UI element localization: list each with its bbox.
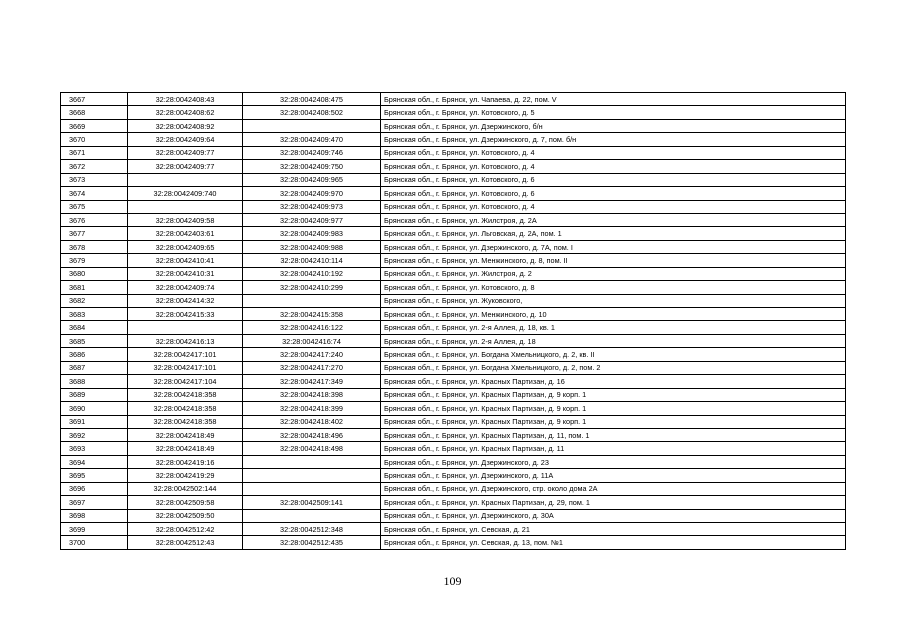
address-cell: Брянская обл., г. Брянск, ул. Дзержинского, д. 23 [381, 455, 846, 468]
row-number-cell: 3695 [61, 469, 128, 482]
object-cadastral-number-cell: 32:28:0042415:358 [243, 308, 381, 321]
cadastral-number-cell: 32:28:0042408:43 [128, 93, 243, 106]
address-cell: Брянская обл., г. Брянск, ул. Севская, д. 13, пом. №1 [381, 536, 846, 549]
row-number-cell: 3678 [61, 240, 128, 253]
table-row [61, 334, 846, 347]
address-cell: Брянская обл., г. Брянск, ул. Менжинского, д. 10 [381, 308, 846, 321]
object-cadastral-number-cell: 32:28:0042512:348 [243, 523, 381, 536]
object-cadastral-number-cell: 32:28:0042418:402 [243, 415, 381, 428]
row-number-cell: 3667 [61, 93, 128, 106]
table-row [61, 187, 846, 200]
cadastral-number-cell: 32:28:0042512:42 [128, 523, 243, 536]
address-cell: Брянская обл., г. Брянск, ул. Богдана Хмельницкого, д. 2, пом. 2 [381, 361, 846, 374]
row-number-cell: 3681 [61, 281, 128, 294]
address-cell: Брянская обл., г. Брянск, ул. Жилстроя, д. 2 [381, 267, 846, 280]
cadastral-number-cell: 32:28:0042410:31 [128, 267, 243, 280]
row-number-cell: 3686 [61, 348, 128, 361]
table-row [61, 321, 846, 334]
row-number-cell: 3677 [61, 227, 128, 240]
address-cell: Брянская обл., г. Брянск, ул. Котовского, д. 6 [381, 173, 846, 186]
object-cadastral-number-cell: 32:28:0042408:475 [243, 93, 381, 106]
object-cadastral-number-cell [243, 294, 381, 307]
object-cadastral-number-cell: 32:28:0042509:141 [243, 496, 381, 509]
cadastral-number-cell: 32:28:0042417:101 [128, 348, 243, 361]
table-row [61, 93, 846, 106]
address-cell: Брянская обл., г. Брянск, ул. Дзержинского, б/н [381, 119, 846, 132]
row-number-cell: 3673 [61, 173, 128, 186]
object-cadastral-number-cell: 32:28:0042409:750 [243, 160, 381, 173]
row-number-cell: 3692 [61, 428, 128, 441]
object-cadastral-number-cell: 32:28:0042418:496 [243, 428, 381, 441]
table-row [61, 213, 846, 226]
object-cadastral-number-cell: 32:28:0042409:746 [243, 146, 381, 159]
address-cell: Брянская обл., г. Брянск, ул. Льговская, д. 2А, пом. 1 [381, 227, 846, 240]
address-cell: Брянская обл., г. Брянск, ул. Менжинского, д. 8, пом. II [381, 254, 846, 267]
row-number-cell: 3689 [61, 388, 128, 401]
object-cadastral-number-cell: 32:28:0042417:240 [243, 348, 381, 361]
cadastral-number-cell: 32:28:0042409:740 [128, 187, 243, 200]
cadastral-number-cell: 32:28:0042418:49 [128, 442, 243, 455]
table-row [61, 361, 846, 374]
registry-table [60, 92, 846, 550]
address-cell: Брянская обл., г. Брянск, ул. Севская, д. 21 [381, 523, 846, 536]
table-row [61, 146, 846, 159]
object-cadastral-number-cell [243, 119, 381, 132]
page-number: 109 [443, 574, 462, 588]
object-cadastral-number-cell: 32:28:0042409:973 [243, 200, 381, 213]
object-cadastral-number-cell: 32:28:0042409:977 [243, 213, 381, 226]
table-row [61, 106, 846, 119]
address-cell: Брянская обл., г. Брянск, ул. Красных Партизан, д. 9 корп. 1 [381, 415, 846, 428]
object-cadastral-number-cell [243, 455, 381, 468]
table-row [61, 455, 846, 468]
table-row [61, 348, 846, 361]
table-row [61, 402, 846, 415]
table-row [61, 496, 846, 509]
table-row [61, 469, 846, 482]
address-cell: Брянская обл., г. Брянск, ул. Дзержинского, д. 30А [381, 509, 846, 522]
cadastral-number-cell: 32:28:0042418:358 [128, 415, 243, 428]
address-cell: Брянская обл., г. Брянск, ул. Чапаева, д. 22, пом. V [381, 93, 846, 106]
row-number-cell: 3687 [61, 361, 128, 374]
object-cadastral-number-cell: 32:28:0042417:270 [243, 361, 381, 374]
row-number-cell: 3680 [61, 267, 128, 280]
cadastral-number-cell: 32:28:0042415:33 [128, 308, 243, 321]
address-cell: Брянская обл., г. Брянск, ул. Красных Партизан, д. 11 [381, 442, 846, 455]
table-row [61, 173, 846, 186]
cadastral-number-cell: 32:28:0042408:62 [128, 106, 243, 119]
table-row [61, 509, 846, 522]
address-cell: Брянская обл., г. Брянск, ул. Котовского, д. 8 [381, 281, 846, 294]
object-cadastral-number-cell [243, 482, 381, 495]
row-number-cell: 3699 [61, 523, 128, 536]
table-row [61, 119, 846, 132]
row-number-cell: 3679 [61, 254, 128, 267]
object-cadastral-number-cell: 32:28:0042410:192 [243, 267, 381, 280]
table-row [61, 388, 846, 401]
table-row [61, 227, 846, 240]
row-number-cell: 3696 [61, 482, 128, 495]
table-row [61, 281, 846, 294]
address-cell: Брянская обл., г. Брянск, ул. Красных Партизан, д. 11, пом. 1 [381, 428, 846, 441]
object-cadastral-number-cell [243, 509, 381, 522]
row-number-cell: 3676 [61, 213, 128, 226]
row-number-cell: 3700 [61, 536, 128, 549]
table-row [61, 536, 846, 549]
row-number-cell: 3694 [61, 455, 128, 468]
row-number-cell: 3672 [61, 160, 128, 173]
row-number-cell: 3675 [61, 200, 128, 213]
address-cell: Брянская обл., г. Брянск, ул. Красных Партизан, д. 9 корп. 1 [381, 388, 846, 401]
registry-table-body [61, 93, 846, 550]
address-cell: Брянская обл., г. Брянск, ул. Котовского, д. 5 [381, 106, 846, 119]
cadastral-number-cell: 32:28:0042416:13 [128, 334, 243, 347]
row-number-cell: 3688 [61, 375, 128, 388]
address-cell: Брянская обл., г. Брянск, ул. Котовского, д. 4 [381, 200, 846, 213]
table-row [61, 523, 846, 536]
address-cell: Брянская обл., г. Брянск, ул. Красных Партизан, д. 16 [381, 375, 846, 388]
object-cadastral-number-cell: 32:28:0042418:498 [243, 442, 381, 455]
address-cell: Брянская обл., г. Брянск, ул. Дзержинского, д. 11А [381, 469, 846, 482]
object-cadastral-number-cell: 32:28:0042409:970 [243, 187, 381, 200]
cadastral-number-cell: 32:28:0042414:32 [128, 294, 243, 307]
cadastral-number-cell: 32:28:0042403:61 [128, 227, 243, 240]
table-row [61, 267, 846, 280]
row-number-cell: 3682 [61, 294, 128, 307]
row-number-cell: 3683 [61, 308, 128, 321]
object-cadastral-number-cell [243, 469, 381, 482]
cadastral-number-cell: 32:28:0042418:49 [128, 428, 243, 441]
row-number-cell: 3697 [61, 496, 128, 509]
address-cell: Брянская обл., г. Брянск, ул. Котовского, д. 4 [381, 160, 846, 173]
row-number-cell: 3674 [61, 187, 128, 200]
address-cell: Брянская обл., г. Брянск, ул. Дзержинского, д. 7, пом. б/н [381, 133, 846, 146]
table-row [61, 482, 846, 495]
cadastral-number-cell: 32:28:0042419:29 [128, 469, 243, 482]
row-number-cell: 3693 [61, 442, 128, 455]
address-cell: Брянская обл., г. Брянск, ул. Жилстроя, д. 2А [381, 213, 846, 226]
address-cell: Брянская обл., г. Брянск, ул. Красных Партизан, д. 29, пом. 1 [381, 496, 846, 509]
object-cadastral-number-cell: 32:28:0042409:470 [243, 133, 381, 146]
object-cadastral-number-cell: 32:28:0042409:988 [243, 240, 381, 253]
cadastral-number-cell [128, 321, 243, 334]
cadastral-number-cell: 32:28:0042408:92 [128, 119, 243, 132]
row-number-cell: 3670 [61, 133, 128, 146]
object-cadastral-number-cell: 32:28:0042512:435 [243, 536, 381, 549]
row-number-cell: 3669 [61, 119, 128, 132]
row-number-cell: 3691 [61, 415, 128, 428]
address-cell: Брянская обл., г. Брянск, ул. Дзержинского, д. 7А, пом. I [381, 240, 846, 253]
table-row [61, 133, 846, 146]
address-cell: Брянская обл., г. Брянск, ул. Красных Партизан, д. 9 корп. 1 [381, 402, 846, 415]
cadastral-number-cell: 32:28:0042409:65 [128, 240, 243, 253]
table-row [61, 442, 846, 455]
table-row [61, 200, 846, 213]
cadastral-number-cell [128, 173, 243, 186]
cadastral-number-cell: 32:28:0042509:58 [128, 496, 243, 509]
cadastral-number-cell: 32:28:0042417:101 [128, 361, 243, 374]
object-cadastral-number-cell: 32:28:0042409:965 [243, 173, 381, 186]
table-row [61, 415, 846, 428]
address-cell: Брянская обл., г. Брянск, ул. Котовского, д. 4 [381, 146, 846, 159]
table-row [61, 294, 846, 307]
row-number-cell: 3685 [61, 334, 128, 347]
object-cadastral-number-cell: 32:28:0042416:74 [243, 334, 381, 347]
cadastral-number-cell: 32:28:0042417:104 [128, 375, 243, 388]
cadastral-number-cell: 32:28:0042409:77 [128, 146, 243, 159]
table-row [61, 240, 846, 253]
cadastral-number-cell: 32:28:0042419:16 [128, 455, 243, 468]
cadastral-number-cell: 32:28:0042512:43 [128, 536, 243, 549]
row-number-cell: 3671 [61, 146, 128, 159]
row-number-cell: 3684 [61, 321, 128, 334]
row-number-cell: 3668 [61, 106, 128, 119]
object-cadastral-number-cell: 32:28:0042410:114 [243, 254, 381, 267]
address-cell: Брянская обл., г. Брянск, ул. Котовского, д. 6 [381, 187, 846, 200]
cadastral-number-cell: 32:28:0042409:77 [128, 160, 243, 173]
address-cell: Брянская обл., г. Брянск, ул. Жуковского, [381, 294, 846, 307]
object-cadastral-number-cell: 32:28:0042410:299 [243, 281, 381, 294]
cadastral-number-cell: 32:28:0042502:144 [128, 482, 243, 495]
table-row [61, 160, 846, 173]
cadastral-number-cell: 32:28:0042409:58 [128, 213, 243, 226]
address-cell: Брянская обл., г. Брянск, ул. 2-я Аллея, д. 18, кв. 1 [381, 321, 846, 334]
row-number-cell: 3690 [61, 402, 128, 415]
cadastral-number-cell: 32:28:0042418:358 [128, 402, 243, 415]
cadastral-number-cell: 32:28:0042409:74 [128, 281, 243, 294]
cadastral-number-cell: 32:28:0042409:64 [128, 133, 243, 146]
row-number-cell: 3698 [61, 509, 128, 522]
table-row [61, 254, 846, 267]
object-cadastral-number-cell: 32:28:0042416:122 [243, 321, 381, 334]
object-cadastral-number-cell: 32:28:0042418:398 [243, 388, 381, 401]
cadastral-number-cell: 32:28:0042509:50 [128, 509, 243, 522]
table-row [61, 428, 846, 441]
object-cadastral-number-cell: 32:28:0042409:983 [243, 227, 381, 240]
cadastral-number-cell: 32:28:0042418:358 [128, 388, 243, 401]
object-cadastral-number-cell: 32:28:0042417:349 [243, 375, 381, 388]
address-cell: Брянская обл., г. Брянск, ул. Дзержинского, стр. около дома 2А [381, 482, 846, 495]
address-cell: Брянская обл., г. Брянск, ул. 2-я Аллея, д. 18 [381, 334, 846, 347]
table-row [61, 375, 846, 388]
object-cadastral-number-cell: 32:28:0042418:399 [243, 402, 381, 415]
table-row [61, 308, 846, 321]
object-cadastral-number-cell: 32:28:0042408:502 [243, 106, 381, 119]
cadastral-number-cell [128, 200, 243, 213]
address-cell: Брянская обл., г. Брянск, ул. Богдана Хмельницкого, д. 2, кв. II [381, 348, 846, 361]
cadastral-number-cell: 32:28:0042410:41 [128, 254, 243, 267]
